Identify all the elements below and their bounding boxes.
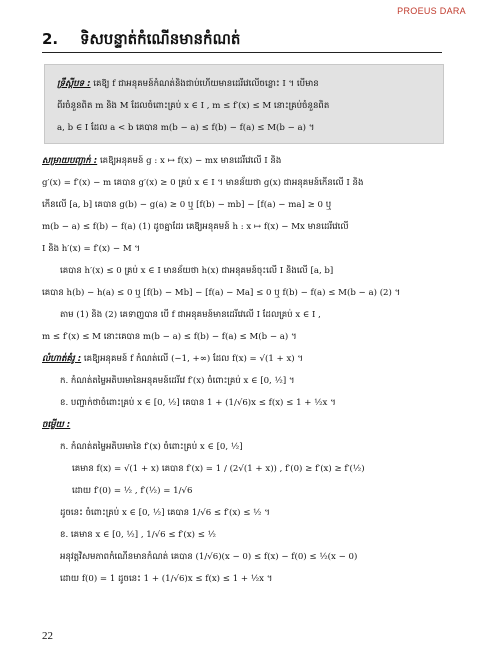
page-number: 22 — [42, 630, 53, 642]
proof-line-1 — [42, 150, 444, 172]
proof-line-3: កើនលើ [a, b] គេបាន g(b) − g(a) ≥ 0 ឬ [f(b) − mb] − [f(a) − ma] ≥ 0 ឬ — [42, 200, 332, 210]
section-number: 2. — [42, 30, 59, 48]
page-body — [42, 150, 444, 590]
exercise-label: លំហាត់គំរូ : — [42, 354, 82, 364]
theorem-text: គេឱ្យ f ជាអនុគមន៍កំណត់និងជាប់ហើយមានដេរីវេលើចន្លោះ I ។ បើមាន — [93, 79, 319, 89]
answer-part-a-title: ក. កំណត់តម្លៃអតិបរមានៃ f′(x) ចំពោះគ្រប់ x ∈ [0, ½] — [60, 442, 243, 452]
theorem-line-1 — [57, 73, 431, 95]
exercise-item-b: ខ. បញ្ជាក់ថាចំពោះគ្រប់ x ∈ [0, ½] គេបាន 1 + (1/√6)x ≤ f(x) ≤ 1 + ½x ។ — [60, 398, 336, 408]
proof-line-5: I និង h′(x) = f′(x) − M ។ — [42, 244, 141, 254]
proof-line-4: m(b − a) ≤ f(b) − f(a) (1) ដូចគ្នាដែរ គេឱ្យអនុគមន៍ h : x ↦ f(x) − Mx មានដេរីវេលើ — [42, 222, 349, 232]
proof-label: សម្រាយបញ្ជាក់ : — [42, 156, 98, 166]
answer-b-line-2: អនុវត្តវិសមភាពកំណើនមានកំណត់ គេបាន (1/√6)(x − 0) ≤ f(x) − f(0) ≤ ½(x − 0) — [60, 552, 358, 562]
author-header: PROEUS DARA — [397, 6, 466, 16]
exercise-item-a: ក. កំណត់តម្លៃអតិបរមានៃអនុគមន៍ដេរីវេ f′(x) ចំពោះគ្រប់ x ∈ [0, ½] ។ — [60, 376, 295, 386]
proof-line-9: m ≤ f′(x) ≤ M នោះគេបាន m(b − a) ≤ f(b) − f(a) ≤ M(b − a) ។ — [42, 332, 297, 342]
theorem-line-2: ពីរចំនួនពិត m និង M ដែលចំពោះគ្រប់ x ∈ I , m ≤ f′(x) ≤ M នោះគ្រប់ចំនួនពិត — [57, 101, 330, 111]
proof-line-6: គេបាន h′(x) ≤ 0 គ្រប់ x ∈ I មានន័យថា h(x) ជាអនុគមន៍ចុះលើ I និងលើ [a, b] — [60, 266, 334, 276]
proof-line-2: g′(x) = f′(x) − m គេបាន g′(x) ≥ 0 គ្រប់ x ∈ I ។ មានន័យថា g(x) ជាអនុគមន៍កើនលើ I និង — [42, 178, 364, 188]
proof-line-8: តាម (1) និង (2) គេទាញបាន បើ f ជាអនុគមន៍មានដេរីវេលើ I ដែលគ្រប់ x ∈ I , — [60, 310, 321, 320]
answer-a-line-1: គេមាន f(x) = √(1 + x) គេបាន f′(x) = 1 / (2√(1 + x)) , f′(0) ≥ f′(x) ≥ f′(½) — [72, 464, 365, 474]
answer-a-line-2: ដោយ f′(0) = ½ , f′(½) = 1/√6 — [72, 486, 193, 496]
title-underline — [42, 52, 442, 53]
answer-heading — [42, 414, 444, 436]
exercise-statement — [42, 348, 444, 370]
proof-line-7: គេបាន h(b) − h(a) ≤ 0 ឬ [f(b) − Mb] − [f(a) − Ma] ≤ 0 ឬ f(b) − f(a) ≤ M(b − a) (2) ។ — [42, 288, 401, 298]
answer-a-line-3: ដូចនេះ ចំពោះគ្រប់ x ∈ [0, ½] គេបាន 1/√6 ≤ f′(x) ≤ ½ ។ — [60, 508, 270, 518]
proof-text: គេឱ្យអនុគមន៍ g : x ↦ f(x) − mx មានដេរីវេលើ I និង — [99, 156, 282, 166]
answer-b-line-3: ដោយ f(0) = 1 ដូចនេះ 1 + (1/√6)x ≤ f(x) ≤ 1 + ½x ។ — [60, 574, 273, 584]
exercise-text: គេឱ្យអនុគមន៍ f កំណត់លើ (−1, +∞) ដែល f(x) = √(1 + x) ។ — [83, 354, 304, 364]
theorem-box — [44, 64, 444, 144]
theorem-label: ទ្រឹស្តីបទ : — [57, 79, 91, 89]
section-heading: ទិសបន្ទាត់កំណើនមានកំណត់ — [80, 30, 241, 48]
theorem-line-3: a, b ∈ I ដែល a < b គេបាន m(b − a) ≤ f(b) − f(a) ≤ M(b − a) ។ — [57, 123, 315, 133]
answer-label: ចម្លើយ : — [42, 420, 71, 430]
answer-b-line-1: ខ. គេមាន x ∈ [0, ½] , 1/√6 ≤ f′(x) ≤ ½ — [60, 530, 216, 540]
section-title — [42, 30, 442, 52]
